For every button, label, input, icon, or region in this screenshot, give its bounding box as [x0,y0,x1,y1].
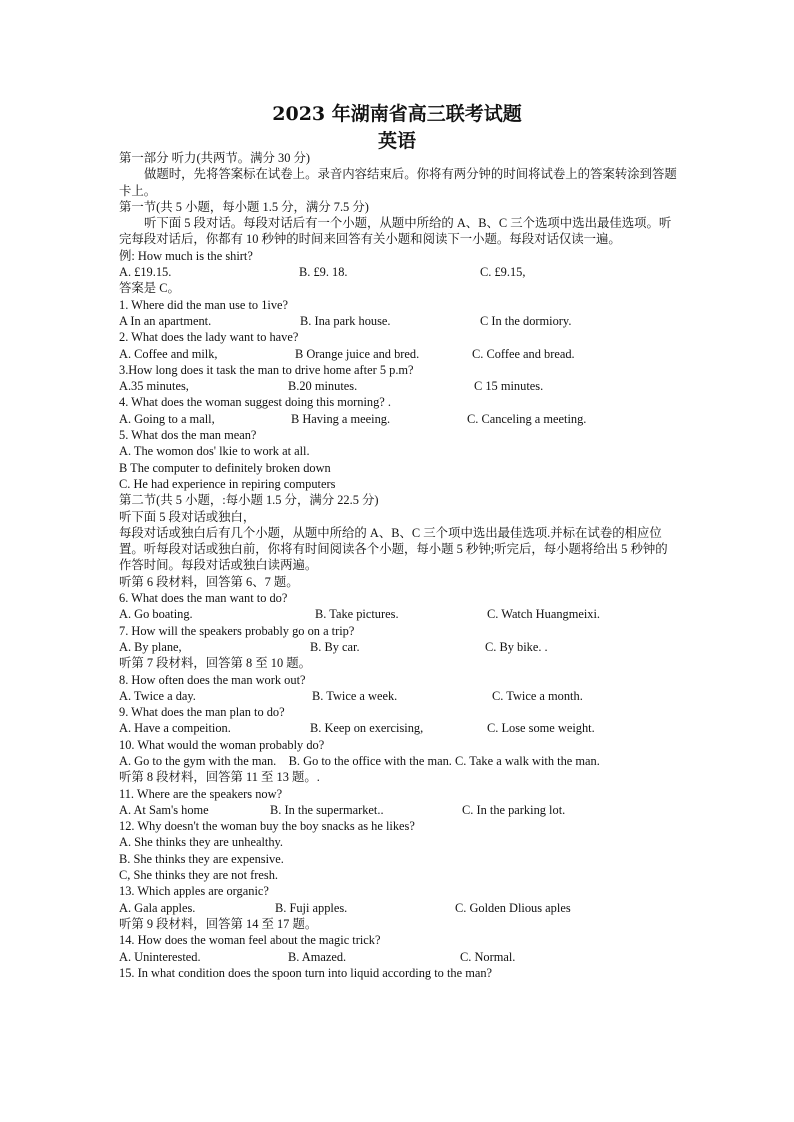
question-6-options [119,606,679,622]
question-11: 11. Where are the speakers now? [119,786,283,801]
question-4-options [119,411,679,427]
option-c: C. By bike. . [485,639,548,654]
option-c: C. Coffee and bread. [472,346,575,361]
part1-instruction: 做题时，先将答案标在试卷上。录音内容结束后。你将有两分钟的时间将试卷上的答案转涂到答题卡上。 [119,167,677,198]
option-c: C. Lose some weight. [487,721,595,736]
section2-instruction: 每段对话或独白后有几个小题，从题中所给的 A、B、C 三个项中选出最佳选项.并标在试卷的相应位置。听每段对话或独白前，你将有时间阅读各个小题，每小题 5 秒钟;听完后，每小题将给出 5 秒钟的作答时间。每段对话或独白读两遍。 [119,525,668,573]
section2-intro: 听下面 5 段对话或独白， [119,509,256,524]
option-c: C. Canceling a meeting. [467,411,587,426]
material-6-note: 听第 6 段材料，回答第 6、7 题。 [119,574,299,589]
option-a: A. £19.15. [119,265,172,280]
question-9: 9. What does the man plan to do? [119,705,285,720]
part1-heading: 第一部分 听力(共两节。满分 30 分) [119,151,311,165]
question-4: 4. What does the woman suggest doing this morning? . [119,395,391,410]
option-a: A.35 minutes, [119,379,189,394]
exam-content [119,150,679,981]
option-b: B. £9. 18. [299,265,348,280]
example-options [119,264,679,280]
question-1-options [119,313,679,329]
question-2-options [119,346,679,362]
option-a: A. Uninterested. [119,949,201,964]
option-c: C. Twice a month. [492,688,583,703]
example-question: 例: How much is the shirt? [119,248,253,263]
option-c: C. He had experience in repiring computers [119,476,336,491]
material-9-note: 听第 9 段材料，回答第 14 至 17 题。 [119,916,318,931]
option-a: A. She thinks they are unhealthy. [119,835,284,850]
option-b: B Having a meeing. [291,411,391,426]
option-b: B.20 minutes. [288,379,358,394]
question-3: 3.How long does it task the man to drive home after 5 p.m? [119,362,414,377]
option-c: C, She thinks they are not fresh. [119,868,278,883]
question-2: 2. What does the lady want to have? [119,330,299,345]
question-8-options [119,688,679,704]
question-3-options [119,378,679,394]
option-c: C 15 minutes. [474,379,544,394]
option-a: A. Have a compeition. [119,721,231,736]
section1-instruction: 听下面 5 段对话。每段对话后有一个小题，从题中所给的 A、B、C 三个选项中选出最佳选项。听完每段对话后，你都有 10 秒钟的时间来回答有关小题和阅读下一小题。每段对话仅读一遍。 [119,216,672,247]
option-b: B. She thinks they are expensive. [119,851,284,866]
material-7-note: 听第 7 段材料，回答第 8 至 10 题。 [119,656,312,671]
question-9-options [119,720,679,736]
option-b: B Orange juice and bred. [295,346,420,361]
question-7-options [119,639,679,655]
question-13: 13. Which apples are organic? [119,884,269,899]
option-c: C. In the parking lot. [462,802,566,817]
question-13-options [119,900,679,916]
option-b: B. In the supermarket.. [270,802,384,817]
section2-heading: 第二节(共 5 小题，:每小题 1.5 分，满分 22.5 分) [119,493,379,508]
option-b: B. Fuji apples. [275,900,348,915]
option-b: B. Ina park house. [300,313,391,328]
question-5: 5. What dos the man mean? [119,428,257,443]
question-7: 7. How will the speakers probably go on a trip? [119,623,355,638]
option-b: B. Amazed. [288,949,347,964]
option-b: B. Keep on exercising, [310,721,424,736]
material-8-note: 听第 8 段材料，回答第 11 至 13 题。. [119,770,320,785]
option-a: A In an apartment. [119,313,212,328]
option-a: A. Going to a mall, [119,411,215,426]
option-a: A. By plane, [119,639,182,654]
question-1: 1. Where did the man use to 1ive? [119,297,289,312]
option-b: B The computer to definitely broken down [119,460,331,475]
option-c: C. Golden Dlious aples [455,900,571,915]
question-6: 6. What does the man want to do? [119,591,288,606]
option-a: A. At Sam's home [119,802,209,817]
exam-title: 2023 年湖南省高三联考试题 [272,103,522,125]
question-14-options [119,949,679,965]
option-b: B. By car. [310,639,360,654]
option-c: C. Watch Huangmeixi. [487,607,601,622]
subject-title: 英语 [377,130,416,152]
option-b: B. Twice a week. [312,688,398,703]
option-c: C. £9.15, [480,265,526,280]
option-a: A. Twice a day. [119,688,196,703]
example-answer: 答案是 C。 [119,281,180,296]
section1-heading: 第一节(共 5 小题，每小题 1.5 分，满分 7.5 分) [119,199,369,214]
option-b: B. Take pictures. [315,607,399,622]
question-8: 8. How often does the man work out? [119,672,306,687]
option-c: C. Normal. [460,949,516,964]
option-a: A. Coffee and milk, [119,346,218,361]
option-c: C In the dormiory. [480,313,572,328]
question-15: 15. In what condition does the spoon turn into liquid according to the man? [119,965,493,980]
question-12: 12. Why doesn't the woman buy the boy snacks as he likes? [119,819,415,834]
question-11-options [119,802,679,818]
question-14: 14. How does the woman feel about the magic trick? [119,933,381,948]
question-10: 10. What would the woman probably do? [119,737,325,752]
option-a: A. The womon dos' lkie to work at all. [119,444,310,459]
question-10-options: A. Go to the gym with the man. B. Go to the office with the man. C. Take a walk with the man. [119,753,600,768]
option-a: A. Go boating. [119,607,193,622]
option-a: A. Gala apples. [119,900,196,915]
